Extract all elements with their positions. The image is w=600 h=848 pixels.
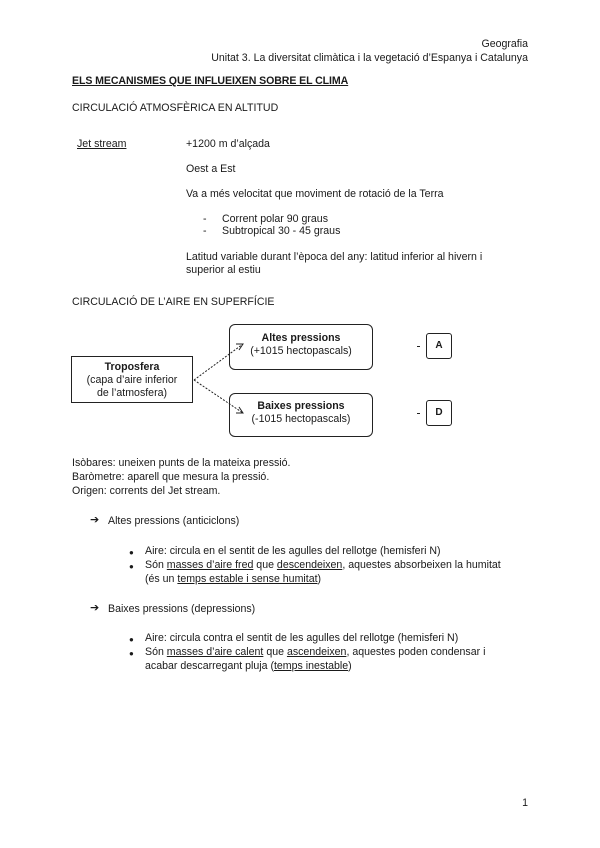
header-subject: Geografia: [481, 38, 528, 50]
text-fragment: ): [348, 660, 352, 672]
latitude-line2: superior al estiu: [186, 264, 261, 276]
text-fragment: , aquestes absorbeixen la humitat: [342, 559, 501, 571]
warm-air-masses: masses d’aire calent: [166, 646, 264, 658]
bullet-icon: ●: [129, 649, 134, 658]
highs-bullet2-line2: [145, 573, 321, 586]
low-pressure-value: (-1015 hectopascals): [251, 413, 351, 425]
lows-bullet2-line2: [145, 660, 352, 673]
definition-barometer: Baròmetre: aparell que mesura la pressió.: [72, 471, 270, 483]
cold-air-masses: masses d’aire fred: [166, 559, 254, 571]
jet-stream-term: Jet stream: [77, 138, 127, 150]
highs-bullet1: Aire: circula en el sentit de les agulles del rellotge (hemisferi N): [145, 545, 441, 557]
highs-heading: Altes pressions (anticiclons): [108, 515, 240, 527]
lows-heading: Baixes pressions (depressions): [108, 603, 256, 615]
high-pressure-box: [229, 324, 373, 370]
unstable-weather: temps inestable: [273, 660, 349, 672]
troposfera-box: [71, 356, 193, 403]
symbol-dash: [417, 413, 420, 414]
text-fragment: (és un: [145, 573, 178, 585]
troposfera-desc-line2: de l’atmosfera): [96, 387, 168, 399]
highs-bullet2-line1: [145, 559, 501, 572]
high-pressure-title: Altes pressions: [261, 332, 341, 344]
list-item-polar: Corrent polar 90 graus: [222, 213, 328, 225]
stable-weather: temps estable i sense humitat: [177, 573, 318, 585]
latitude-line1: Latitud variable durant l’època del any: latitud inferior al hivern i: [186, 251, 483, 263]
bullet-icon: ●: [129, 548, 134, 557]
definition-isobars: Isòbares: uneixen punts de la mateixa pressió.: [72, 457, 291, 469]
jet-altitude: +1200 m d’alçada: [186, 138, 270, 150]
bullet-icon: ●: [129, 562, 134, 571]
main-title: ELS MECANISMES QUE INFLUEIXEN SOBRE EL CLIMA: [72, 75, 349, 87]
anticyclone-symbol: A: [426, 333, 452, 359]
jet-speed: Va a més velocitat que moviment de rotació de la Terra: [186, 188, 444, 200]
section1-heading: CIRCULACIÓ ATMOSFÈRICA EN ALTITUD: [72, 102, 279, 114]
symbol-dash: [417, 346, 420, 347]
text-fragment: , aquestes poden condensar i: [346, 646, 486, 658]
depression-symbol: D: [426, 400, 452, 426]
low-pressure-box: [229, 393, 373, 437]
text-fragment: que: [253, 559, 277, 571]
list-dash: -: [203, 213, 207, 225]
section2-heading: CIRCULACIÓ DE L’AIRE EN SUPERFÍCIE: [72, 296, 275, 308]
page-number: 1: [522, 797, 528, 809]
jet-direction: Oest a Est: [186, 163, 236, 175]
list-dash: -: [203, 225, 207, 237]
low-pressure-title: Baixes pressions: [257, 400, 345, 412]
text-fragment: Són: [145, 559, 167, 571]
text-fragment: acabar descarregant pluja (: [145, 660, 274, 672]
bullet-icon: ●: [129, 635, 134, 644]
text-fragment: que: [263, 646, 287, 658]
list-item-subtropical: Subtropical 30 - 45 graus: [222, 225, 341, 237]
definition-origin: Origen: corrents del Jet stream.: [72, 485, 221, 497]
arrow-right-icon: ➔: [90, 514, 100, 526]
troposfera-desc-line1: (capa d’aire inferior: [86, 374, 178, 386]
descend-word: descendeixen: [276, 559, 343, 571]
ascend-word: ascendeixen: [286, 646, 347, 658]
text-fragment: ): [317, 573, 322, 585]
lows-bullet1: Aire: circula contra el sentit de les agulles del rellotge (hemisferi N): [145, 632, 459, 644]
troposfera-title: Troposfera: [104, 361, 160, 373]
header-unit: Unitat 3. La diversitat climàtica i la vegetació d’Espanya i Catalunya: [211, 52, 528, 64]
arrow-right-icon: ➔: [90, 602, 100, 614]
high-pressure-value: (+1015 hectopascals): [250, 345, 352, 357]
text-fragment: Són: [145, 646, 167, 658]
lows-bullet2-line1: [145, 646, 485, 659]
